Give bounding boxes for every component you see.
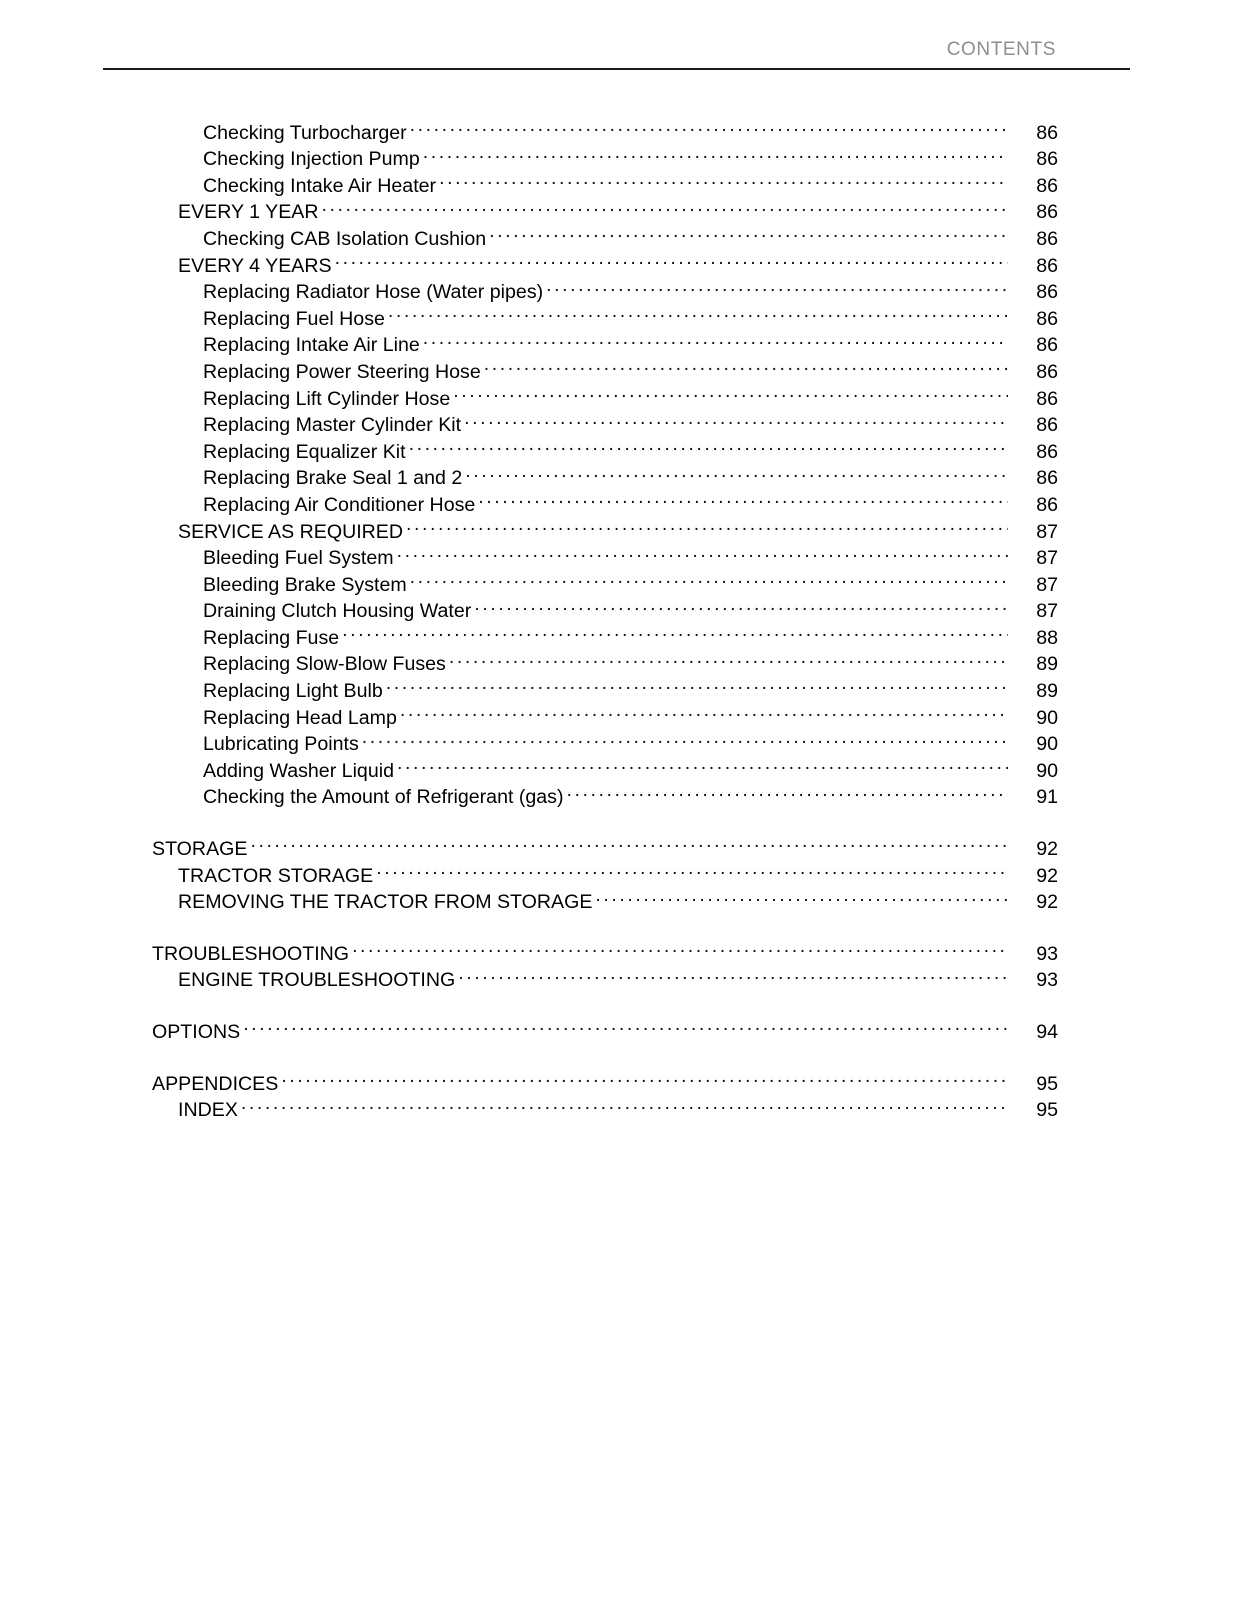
toc-entry[interactable] <box>0 511 1236 543</box>
toc-dot-leader <box>250 828 1008 855</box>
toc-entry[interactable] <box>0 828 1236 861</box>
toc-entry[interactable] <box>0 617 1236 649</box>
toc-page-number: 86 <box>1036 493 1058 516</box>
toc-dot-leader <box>388 298 1008 325</box>
page-title: CONTENTS <box>946 39 1056 60</box>
toc-dot-leader <box>376 855 1008 882</box>
toc-entry[interactable] <box>0 777 1236 809</box>
toc-page-number: 86 <box>1036 360 1058 383</box>
toc-dot-leader <box>423 325 1008 352</box>
toc-page-number: 95 <box>1036 1072 1058 1095</box>
toc-dot-leader <box>342 617 1008 644</box>
toc-entry[interactable] <box>0 1063 1236 1095</box>
toc-page-number: 86 <box>1036 440 1058 463</box>
toc-entry[interactable] <box>0 298 1236 330</box>
toc-entry-label: Replacing Fuse <box>203 626 340 649</box>
toc-page-number: 90 <box>1036 759 1058 782</box>
toc-entry-label: Replacing Light Bulb <box>203 680 383 703</box>
toc-dot-leader <box>465 458 1008 485</box>
toc-entry-label: TROUBLESHOOTING <box>152 942 350 965</box>
toc-dot-leader <box>453 378 1008 405</box>
toc-dot-leader <box>397 538 1008 565</box>
toc-dot-leader <box>362 724 1008 751</box>
toc-dot-leader <box>423 139 1008 166</box>
toc-dot-leader <box>386 670 1008 697</box>
toc-page-number: 93 <box>1036 969 1058 992</box>
toc-entry[interactable] <box>0 855 1236 887</box>
toc-dot-leader <box>484 351 1008 378</box>
header-divider <box>103 68 1130 70</box>
toc-entry[interactable] <box>0 192 1236 224</box>
toc-page-number: 87 <box>1036 600 1058 623</box>
toc-entry-label: EVERY 4 YEARS <box>178 254 332 277</box>
toc-entry[interactable] <box>0 644 1236 676</box>
toc-entry-label: Checking the Amount of Refrigerant (gas) <box>203 786 564 809</box>
toc-page-number: 87 <box>1036 573 1058 596</box>
toc-entry[interactable] <box>0 484 1236 516</box>
toc-entry[interactable] <box>0 245 1236 277</box>
toc-entry-label: Replacing Head Lamp <box>203 706 397 729</box>
toc-entry[interactable] <box>0 139 1236 171</box>
toc-entry-label: Checking Turbocharger <box>203 121 407 144</box>
toc-entry-label: ENGINE TROUBLESHOOTING <box>178 969 456 992</box>
toc-dot-leader <box>410 112 1008 139</box>
toc-page-number: 92 <box>1036 838 1058 861</box>
toc-entry[interactable] <box>0 378 1236 410</box>
toc-entry-label: OPTIONS <box>152 1021 241 1043</box>
toc-page-number: 93 <box>1036 942 1058 965</box>
toc-page-number: 86 <box>1036 148 1058 171</box>
toc-entry-label: Checking CAB Isolation Cushion <box>203 227 487 250</box>
toc-dot-leader <box>489 218 1008 245</box>
toc-entry[interactable] <box>0 1011 1236 1043</box>
toc-entry-label: Replacing Lift Cylinder Hose <box>203 387 451 410</box>
toc-dot-leader <box>322 192 1008 219</box>
toc-page-number: 86 <box>1036 387 1058 410</box>
toc-page-number: 86 <box>1036 414 1058 437</box>
toc-entry-label: Lubricating Points <box>203 733 359 756</box>
toc-page-number: 86 <box>1036 174 1058 197</box>
toc-entry[interactable] <box>0 112 1236 144</box>
toc-entry-label: Replacing Intake Air Line <box>203 334 420 357</box>
toc-dot-leader <box>352 933 1008 960</box>
toc-entry[interactable] <box>0 272 1236 304</box>
toc-dot-leader <box>281 1063 1008 1090</box>
toc-entry-label: Replacing Power Steering Hose <box>203 360 481 383</box>
toc-page-number: 91 <box>1036 786 1058 809</box>
toc-entry[interactable] <box>0 218 1236 250</box>
toc-page-number: 87 <box>1036 520 1058 543</box>
toc-page-number: 89 <box>1036 653 1058 676</box>
toc-entry[interactable] <box>0 724 1236 756</box>
toc-entry-label: APPENDICES <box>152 1072 279 1095</box>
toc-entry[interactable] <box>0 538 1236 570</box>
page-header <box>103 38 1130 70</box>
toc-entry-label: Replacing Air Conditioner Hose <box>203 493 476 516</box>
toc-entry[interactable] <box>0 165 1236 197</box>
toc-entry-label: TRACTOR STORAGE <box>178 864 374 887</box>
toc-page-number: 90 <box>1036 706 1058 729</box>
toc-page-number: 90 <box>1036 733 1058 756</box>
toc-entry[interactable] <box>0 564 1236 596</box>
toc-entry-label: Replacing Fuel Hose <box>203 307 385 330</box>
toc-entry-label: INDEX <box>178 1099 238 1122</box>
toc-dot-leader <box>243 1011 1008 1038</box>
toc-dot-leader <box>595 882 1008 909</box>
toc-entry[interactable] <box>0 405 1236 437</box>
toc-dot-leader <box>410 564 1008 591</box>
toc-page-number: 88 <box>1036 626 1058 649</box>
toc-entry[interactable] <box>0 697 1236 729</box>
toc-page-number: 92 <box>1036 864 1058 887</box>
toc-page-number: 86 <box>1036 334 1058 357</box>
toc-entry[interactable] <box>0 458 1236 490</box>
toc-page-number: 86 <box>1036 201 1058 224</box>
toc-page-number: 86 <box>1036 281 1058 304</box>
toc-entry[interactable] <box>0 431 1236 463</box>
toc-entry[interactable] <box>0 750 1236 782</box>
toc-dot-leader <box>241 1090 1008 1117</box>
toc-dot-leader <box>397 750 1008 777</box>
table-of-contents <box>0 112 1236 1122</box>
toc-page-number: 87 <box>1036 547 1058 570</box>
toc-entry-label: REMOVING THE TRACTOR FROM STORAGE <box>178 891 593 914</box>
toc-dot-leader <box>546 272 1008 299</box>
toc-dot-leader <box>474 591 1008 618</box>
toc-entry[interactable] <box>0 591 1236 623</box>
toc-page-number: 89 <box>1036 680 1058 703</box>
toc-entry[interactable] <box>0 325 1236 357</box>
toc-dot-leader <box>458 960 1008 987</box>
toc-entry[interactable] <box>0 960 1236 992</box>
toc-page-number: 86 <box>1036 254 1058 277</box>
toc-dot-leader <box>400 697 1008 724</box>
toc-entry-label: Replacing Equalizer Kit <box>203 440 406 463</box>
toc-entry-label: Adding Washer Liquid <box>203 759 394 782</box>
toc-dot-leader <box>567 777 1009 804</box>
toc-entry[interactable] <box>0 1090 1236 1122</box>
toc-entry[interactable] <box>0 882 1236 914</box>
toc-dot-leader <box>406 511 1008 538</box>
toc-page-number: 86 <box>1036 467 1058 490</box>
toc-page-number: 94 <box>1036 1021 1058 1043</box>
toc-entry-label: STORAGE <box>152 838 248 861</box>
toc-page-number: 95 <box>1036 1099 1058 1122</box>
toc-dot-leader <box>464 405 1008 432</box>
toc-page-number: 92 <box>1036 891 1058 914</box>
toc-entry-label: Replacing Master Cylinder Kit <box>203 414 462 437</box>
toc-dot-leader <box>409 431 1008 458</box>
toc-page-number: 86 <box>1036 121 1058 144</box>
toc-entry-label: Replacing Slow-Blow Fuses <box>203 653 446 676</box>
toc-entry[interactable] <box>0 933 1236 965</box>
toc-dot-leader <box>439 165 1008 192</box>
toc-entry-label: Draining Clutch Housing Water <box>203 600 472 623</box>
toc-entry-label: Checking Intake Air Heater <box>203 174 437 197</box>
toc-entry-label: SERVICE AS REQUIRED <box>178 520 404 543</box>
toc-entry[interactable] <box>0 670 1236 703</box>
toc-entry-label: Bleeding Brake System <box>203 573 407 596</box>
toc-entry[interactable] <box>0 351 1236 383</box>
toc-entry-label: Bleeding Fuel System <box>203 547 394 570</box>
toc-entry-label: Checking Injection Pump <box>203 148 420 171</box>
toc-dot-leader <box>335 245 1008 272</box>
toc-page-number: 86 <box>1036 227 1058 250</box>
toc-page-number: 86 <box>1036 307 1058 330</box>
toc-entry-label: Replacing Radiator Hose (Water pipes) <box>203 281 544 304</box>
toc-dot-leader <box>449 644 1008 671</box>
toc-dot-leader <box>478 484 1008 511</box>
toc-entry-label: Replacing Brake Seal 1 and 2 <box>203 467 463 490</box>
toc-entry-label: EVERY 1 YEAR <box>178 201 319 224</box>
